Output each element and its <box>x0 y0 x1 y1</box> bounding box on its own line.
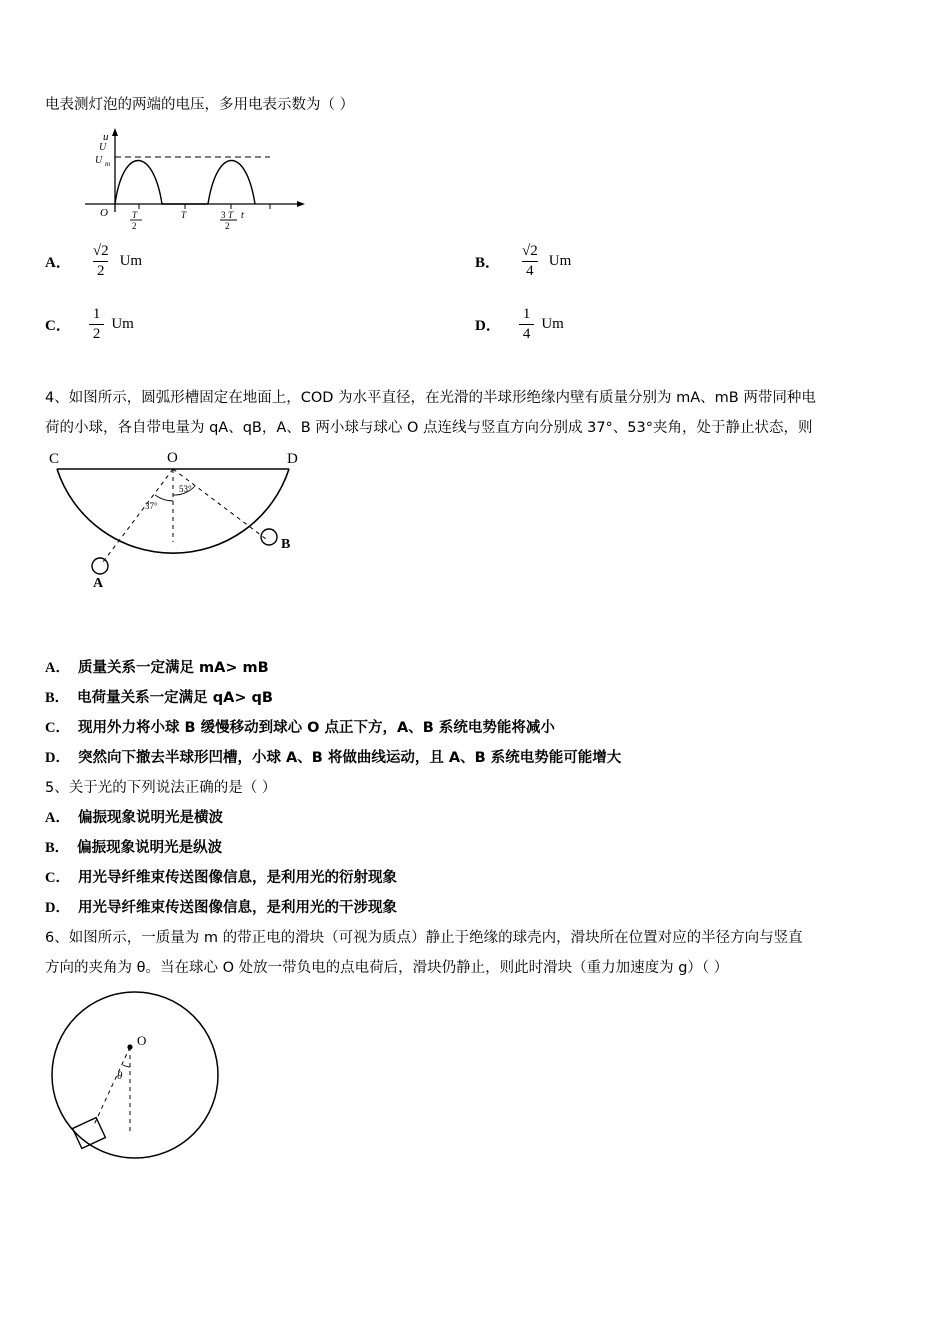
svg-text:U: U <box>99 142 107 153</box>
svg-text:C: C <box>49 451 60 467</box>
question-4-choice-d-label: D． <box>45 750 70 766</box>
option-d-label: D． <box>475 318 501 334</box>
option-a-label: A． <box>45 255 71 271</box>
svg-text:B: B <box>281 537 291 552</box>
option-a-unit: Um <box>119 253 143 269</box>
option-b-label: B． <box>475 255 501 271</box>
option-c[interactable] <box>45 306 475 343</box>
svg-text:37°: 37° <box>145 501 158 511</box>
svg-text:O: O <box>167 450 178 466</box>
option-b-fraction <box>518 243 542 280</box>
question-5-choice-c[interactable] <box>45 863 905 893</box>
svg-text:u: u <box>103 131 109 143</box>
svg-text:T: T <box>132 210 138 220</box>
option-a[interactable] <box>45 243 475 280</box>
option-d[interactable] <box>475 306 905 343</box>
option-c-denominator: 2 <box>89 324 105 343</box>
options-row-ab <box>45 243 905 280</box>
option-b-numerator: √2 <box>522 243 538 259</box>
svg-text:2: 2 <box>225 221 230 231</box>
question-4-choice-b-text: 电荷量关系一定满足 qA> qB <box>77 690 273 706</box>
question-3-stem: 电表测灯泡的两端的电压，多用电表示数为（ ） <box>45 97 355 113</box>
question-5-choice-c-label: C． <box>45 870 70 886</box>
question-4-choice-a-label: A． <box>45 660 70 676</box>
question-5-choice-d-label: D． <box>45 900 70 916</box>
question-4-line-1: 4、如图所示，圆弧形槽固定在地面上，COD 为水平直径，在光滑的半球形绝缘内壁有质量分别为 mA、mB 两带同种电 <box>45 390 816 406</box>
svg-text:O: O <box>100 207 108 219</box>
option-c-label: C． <box>45 318 71 334</box>
figure-waveform <box>45 124 905 229</box>
figure-hemisphere-bowl <box>45 447 905 627</box>
question-5-choice-d-text: 用光导纤维束传送图像信息，是利用光的干涉现象 <box>77 900 397 916</box>
question-4-choice-a[interactable] <box>45 653 905 683</box>
page-content <box>45 90 905 1182</box>
question-5-choice-a[interactable] <box>45 803 905 833</box>
option-d-fraction <box>519 306 535 343</box>
question-4-choice-a-text: 质量关系一定满足 mA> mB <box>77 660 269 676</box>
svg-text:A: A <box>93 576 104 591</box>
options-row-cd <box>45 306 905 343</box>
question-6-line-1: 6、如图所示，一质量为 m 的带正电的滑块（可视为质点）静止于绝缘的球壳内，滑块所在位置对应的半径方向与竖直 <box>45 930 803 946</box>
svg-text:53°: 53° <box>179 484 192 494</box>
option-d-unit: Um <box>541 316 564 332</box>
question-5-choice-b-label: B． <box>45 840 70 856</box>
question-5-choice-d[interactable] <box>45 893 905 923</box>
option-c-unit: Um <box>111 316 134 332</box>
option-d-denominator: 4 <box>519 324 535 343</box>
question-4-choice-d-text: 突然向下撤去半球形凹槽，小球 A、B 将做曲线运动，且 A、B 系统电势能可能增大 <box>77 750 622 766</box>
question-4-choice-b-label: B． <box>45 690 70 706</box>
option-c-numerator: 1 <box>92 306 101 322</box>
figure-shell-slider <box>45 987 905 1182</box>
option-c-fraction <box>89 306 105 343</box>
question-5-choice-b[interactable] <box>45 833 905 863</box>
option-b[interactable] <box>475 243 905 280</box>
question-4-choice-c[interactable] <box>45 713 905 743</box>
svg-text:3: 3 <box>221 210 226 220</box>
svg-text:U: U <box>95 155 103 166</box>
svg-text:θ: θ <box>117 1070 123 1082</box>
question-4-line-2: 荷的小球，各自带电量为 qA、qB，A、B 两小球与球心 O 点连线与竖直方向分别成 37°、53°夹角，处于静止状态，则 <box>45 420 813 436</box>
svg-text:m: m <box>105 160 111 168</box>
question-5-stem: 5、关于光的下列说法正确的是（ ） <box>45 780 277 796</box>
question-5-choice-a-label: A． <box>45 810 70 826</box>
option-a-numerator: √2 <box>92 243 109 259</box>
option-a-denominator: 2 <box>93 261 109 280</box>
question-5-choice-a-text: 偏振现象说明光是横波 <box>77 810 223 826</box>
question-4-choice-c-label: C． <box>45 720 70 736</box>
svg-text:t: t <box>241 210 244 221</box>
option-b-unit: Um <box>548 253 572 269</box>
svg-text:T: T <box>228 210 234 220</box>
question-4-choice-c-text: 现用外力将小球 B 缓慢移动到球心 O 点正下方，A、B 系统电势能将减小 <box>77 720 555 736</box>
question-4-choice-d[interactable] <box>45 743 905 773</box>
option-d-numerator: 1 <box>522 306 531 322</box>
question-6-line-2: 方向的夹角为 θ。当在球心 O 处放一带负电的点电荷后，滑块仍静止，则此时滑块（重力加速度为 g）（ ） <box>45 960 729 976</box>
svg-text:O: O <box>137 1033 147 1048</box>
svg-text:T: T <box>181 210 187 220</box>
svg-text:2: 2 <box>132 221 137 231</box>
question-5-choice-c-text: 用光导纤维束传送图像信息，是利用光的衍射现象 <box>77 870 397 886</box>
option-b-denominator: 4 <box>522 261 538 280</box>
question-4-choice-b[interactable] <box>45 683 905 713</box>
option-a-fraction <box>89 243 113 280</box>
svg-text:D: D <box>287 451 298 467</box>
question-5-choice-b-text: 偏振现象说明光是纵波 <box>77 840 223 856</box>
